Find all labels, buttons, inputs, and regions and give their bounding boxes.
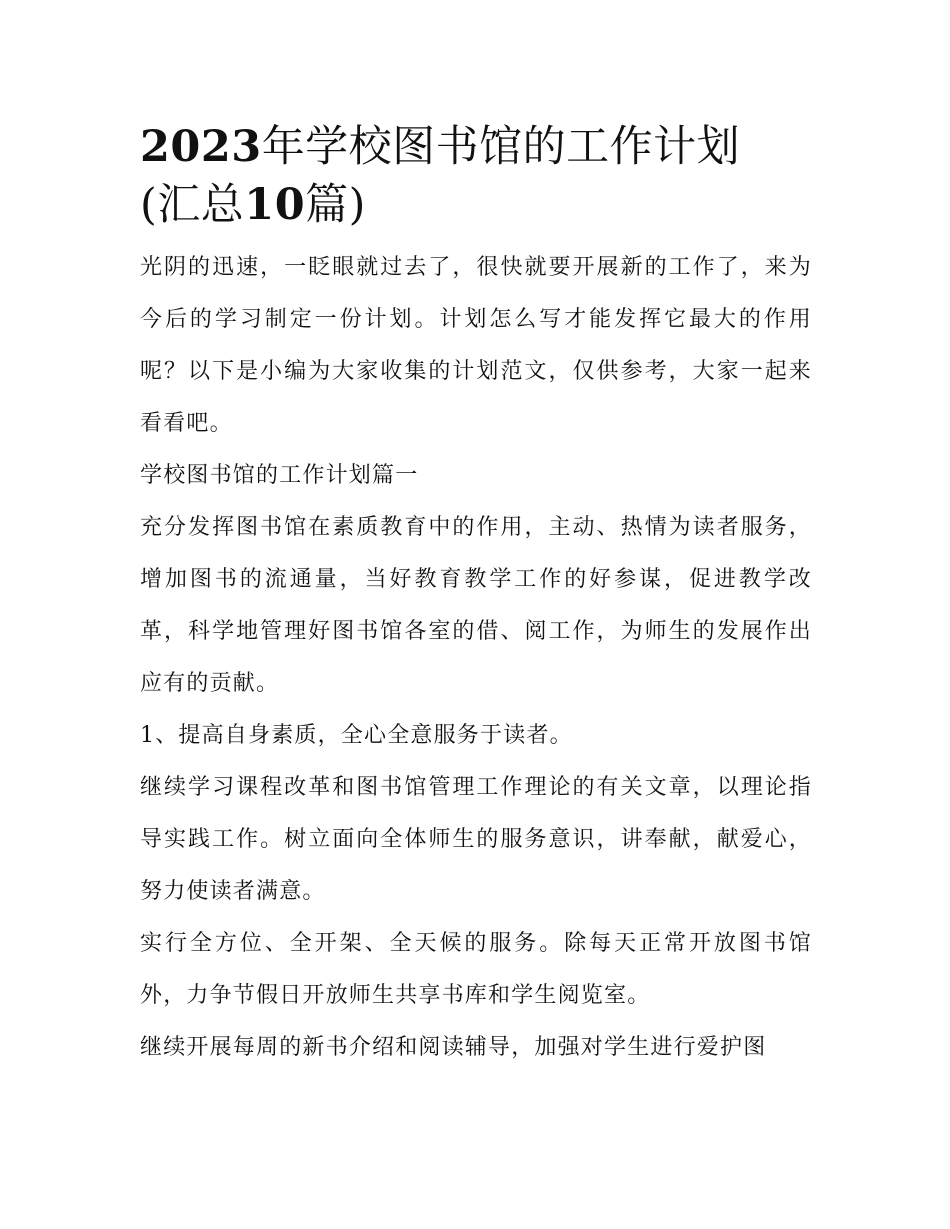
section-heading: 学校图书馆的工作计划篇一 — [140, 463, 419, 488]
title-year: 2023 — [140, 122, 262, 172]
body-paragraph-continued: 继续开展每周的新书介绍和阅读辅导，加强对学生进行爱护图 — [140, 1035, 767, 1060]
body-paragraph: 继续学习课程改革和图书馆管理工作理论的有关文章，以理论指导实践工作。树立面向全体师生的服务意识，讲奉献，献爱心，努力使读者满意。 — [140, 775, 812, 904]
body-paragraph: 实行全方位、全开架、全天候的服务。除每天正常开放图书馆外，力争节假日开放师生共享书库和学生阅览室。 — [140, 931, 812, 1008]
intro-paragraph: 光阴的迅速，一眨眼就过去了，很快就要开展新的工作了，来为今后的学习制定一份计划。计划怎么写才能发挥它最大的作用呢？以下是小编为大家收集的计划范文，仅供参考，大家一起来看看吧。 — [140, 255, 812, 436]
title-count: 10 — [244, 180, 306, 230]
title-summary-open: (汇总 — [140, 180, 245, 230]
document-page — [140, 118, 812, 1074]
body-paragraph: 充分发挥图书馆在素质教育中的作用，主动、热情为读者服务，增加图书的流通量，当好教育教学工作的好参谋，促进教学改革，科学地管理好图书馆各室的借、阅工作，为师生的发展作出应有的贡献。 — [140, 515, 812, 696]
title-summary-close: 篇) — [305, 180, 366, 230]
document-title — [140, 118, 812, 234]
title-text: 年学校图书馆的工作计划 — [261, 122, 741, 172]
numbered-item: 1、提高自身素质，全心全意服务于读者。 — [140, 723, 573, 748]
